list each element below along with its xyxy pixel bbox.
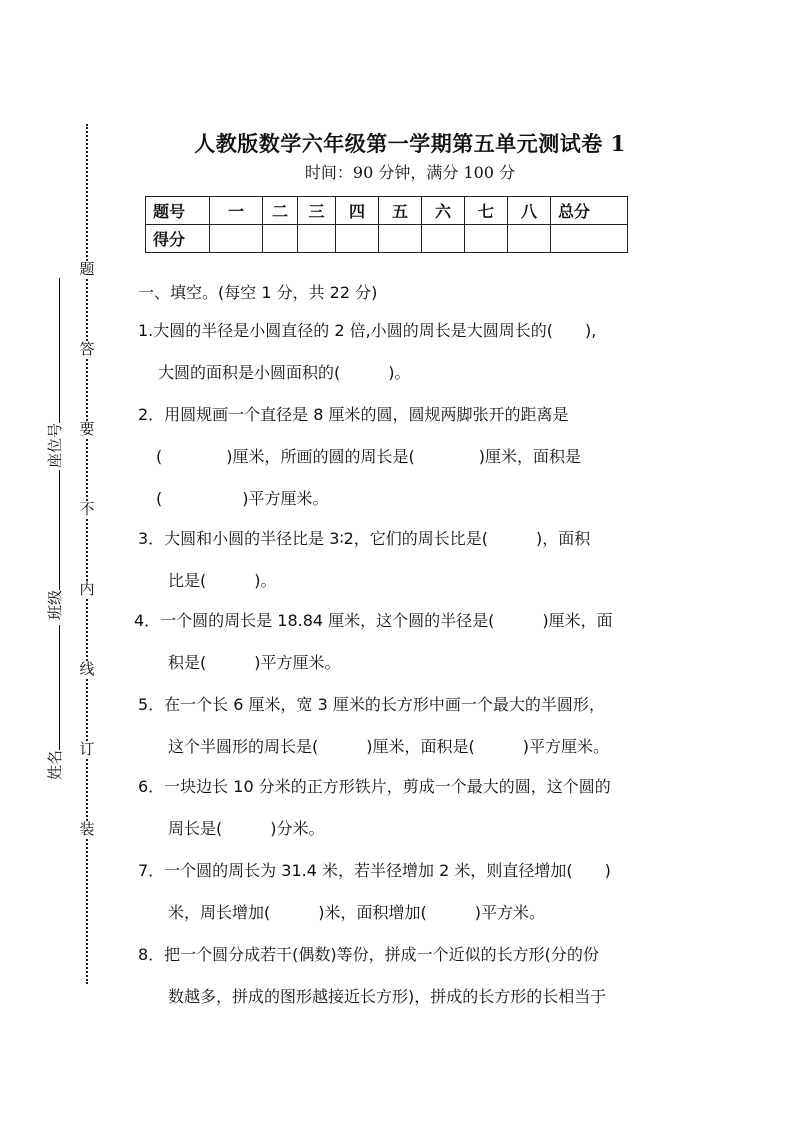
exam-subtitle: 时间：90 分钟，满分 100 分 [304, 163, 516, 182]
exam-title: 人教版数学六年级第一学期第五单元测试卷 1 [194, 131, 626, 156]
score-cell[interactable] [298, 225, 336, 253]
seat-number-field[interactable] [48, 278, 63, 468]
name-blank[interactable] [59, 625, 60, 750]
question-line: 积是( )平方厘米。 [168, 653, 341, 672]
question-line: 这个半圆形的周长是( )厘米，面积是( )平方厘米。 [168, 737, 609, 756]
score-table-column: 八 [508, 197, 551, 225]
class-field[interactable] [48, 470, 63, 620]
binding-char: 内 [79, 580, 95, 598]
seat-number-blank[interactable] [59, 278, 60, 423]
question-4 [134, 600, 674, 684]
question-line: 3．大圆和小圆的半径比是 3∶2，它们的周长比是( )，面积 [138, 529, 591, 548]
question-line: 2．用圆规画一个直径是 8 厘米的圆，圆规两脚张开的距离是 [138, 405, 569, 424]
score-cell[interactable] [551, 225, 628, 253]
score-table-row-label: 题号 [146, 197, 210, 225]
question-2 [138, 394, 678, 520]
binding-char: 订 [79, 740, 95, 758]
question-line: 1.大圆的半径是小圆直径的 2 倍,小圆的周长是大圆周长的( ), [138, 321, 597, 340]
score-cell[interactable] [508, 225, 551, 253]
score-cell[interactable] [263, 225, 298, 253]
question-line: 8．把一个圆分成若干(偶数)等份，拼成一个近似的长方形(分的份 [138, 945, 599, 964]
score-table-column: 二 [263, 197, 298, 225]
score-cell[interactable] [210, 225, 263, 253]
seat-number-label: 座位号 [46, 422, 64, 468]
question-line: 周长是( )分米。 [168, 819, 325, 838]
question-8 [138, 934, 678, 1018]
question-line: ( )厘米，所画的圆的周长是( )厘米，面积是 [156, 447, 581, 466]
question-line: 6．一块边长 10 分米的正方形铁片，剪成一个最大的圆，这个圆的 [138, 777, 611, 796]
question-line: 5．在一个长 6 厘米，宽 3 厘米的长方形中画一个最大的半圆形， [138, 695, 605, 714]
score-table-column: 四 [336, 197, 379, 225]
question-7 [138, 850, 678, 934]
binding-char: 不 [79, 500, 95, 518]
class-label: 班级 [46, 589, 64, 620]
score-table-column: 五 [379, 197, 422, 225]
question-line: 7．一个圆的周长为 31.4 米，若半径增加 2 米，则直径增加( ) [138, 861, 611, 880]
binding-dotted-line [86, 124, 88, 984]
question-line: 大圆的面积是小圆面积的( )。 [158, 363, 411, 382]
question-line: 4．一个圆的周长是 18.84 厘米，这个圆的半径是( )厘米，面 [134, 611, 613, 630]
binding-char: 线 [79, 660, 95, 678]
question-line: 比是( )。 [168, 571, 277, 590]
question-1 [138, 310, 678, 394]
binding-char: 答 [79, 340, 95, 358]
name-field[interactable] [48, 625, 63, 780]
question-line: ( )平方厘米。 [156, 489, 329, 508]
question-5 [138, 684, 678, 768]
section-heading: 一、填空。(每空 1 分，共 22 分) [138, 283, 378, 302]
binding-char: 装 [79, 820, 95, 838]
score-table-column: 三 [298, 197, 336, 225]
score-table-column: 一 [210, 197, 263, 225]
score-table [145, 196, 628, 253]
score-table-header-row [146, 197, 628, 225]
class-blank[interactable] [59, 470, 60, 590]
binding-char: 题 [79, 260, 95, 278]
score-table-column: 七 [465, 197, 508, 225]
question-line: 数越多，拼成的图形越接近长方形)，拼成的长方形的长相当于 [168, 987, 607, 1006]
question-line: 米，周长增加( )米，面积增加( )平方米。 [168, 903, 545, 922]
score-cell[interactable] [336, 225, 379, 253]
score-cell[interactable] [379, 225, 422, 253]
question-6 [138, 766, 678, 850]
question-3 [138, 518, 678, 602]
score-table-column-total: 总分 [551, 197, 628, 225]
score-table-score-row [146, 225, 628, 253]
name-label: 姓名 [46, 749, 64, 780]
binding-char: 要 [79, 420, 95, 438]
score-cell[interactable] [465, 225, 508, 253]
score-table-column: 六 [422, 197, 465, 225]
score-table-row-label: 得分 [146, 225, 210, 253]
score-cell[interactable] [422, 225, 465, 253]
